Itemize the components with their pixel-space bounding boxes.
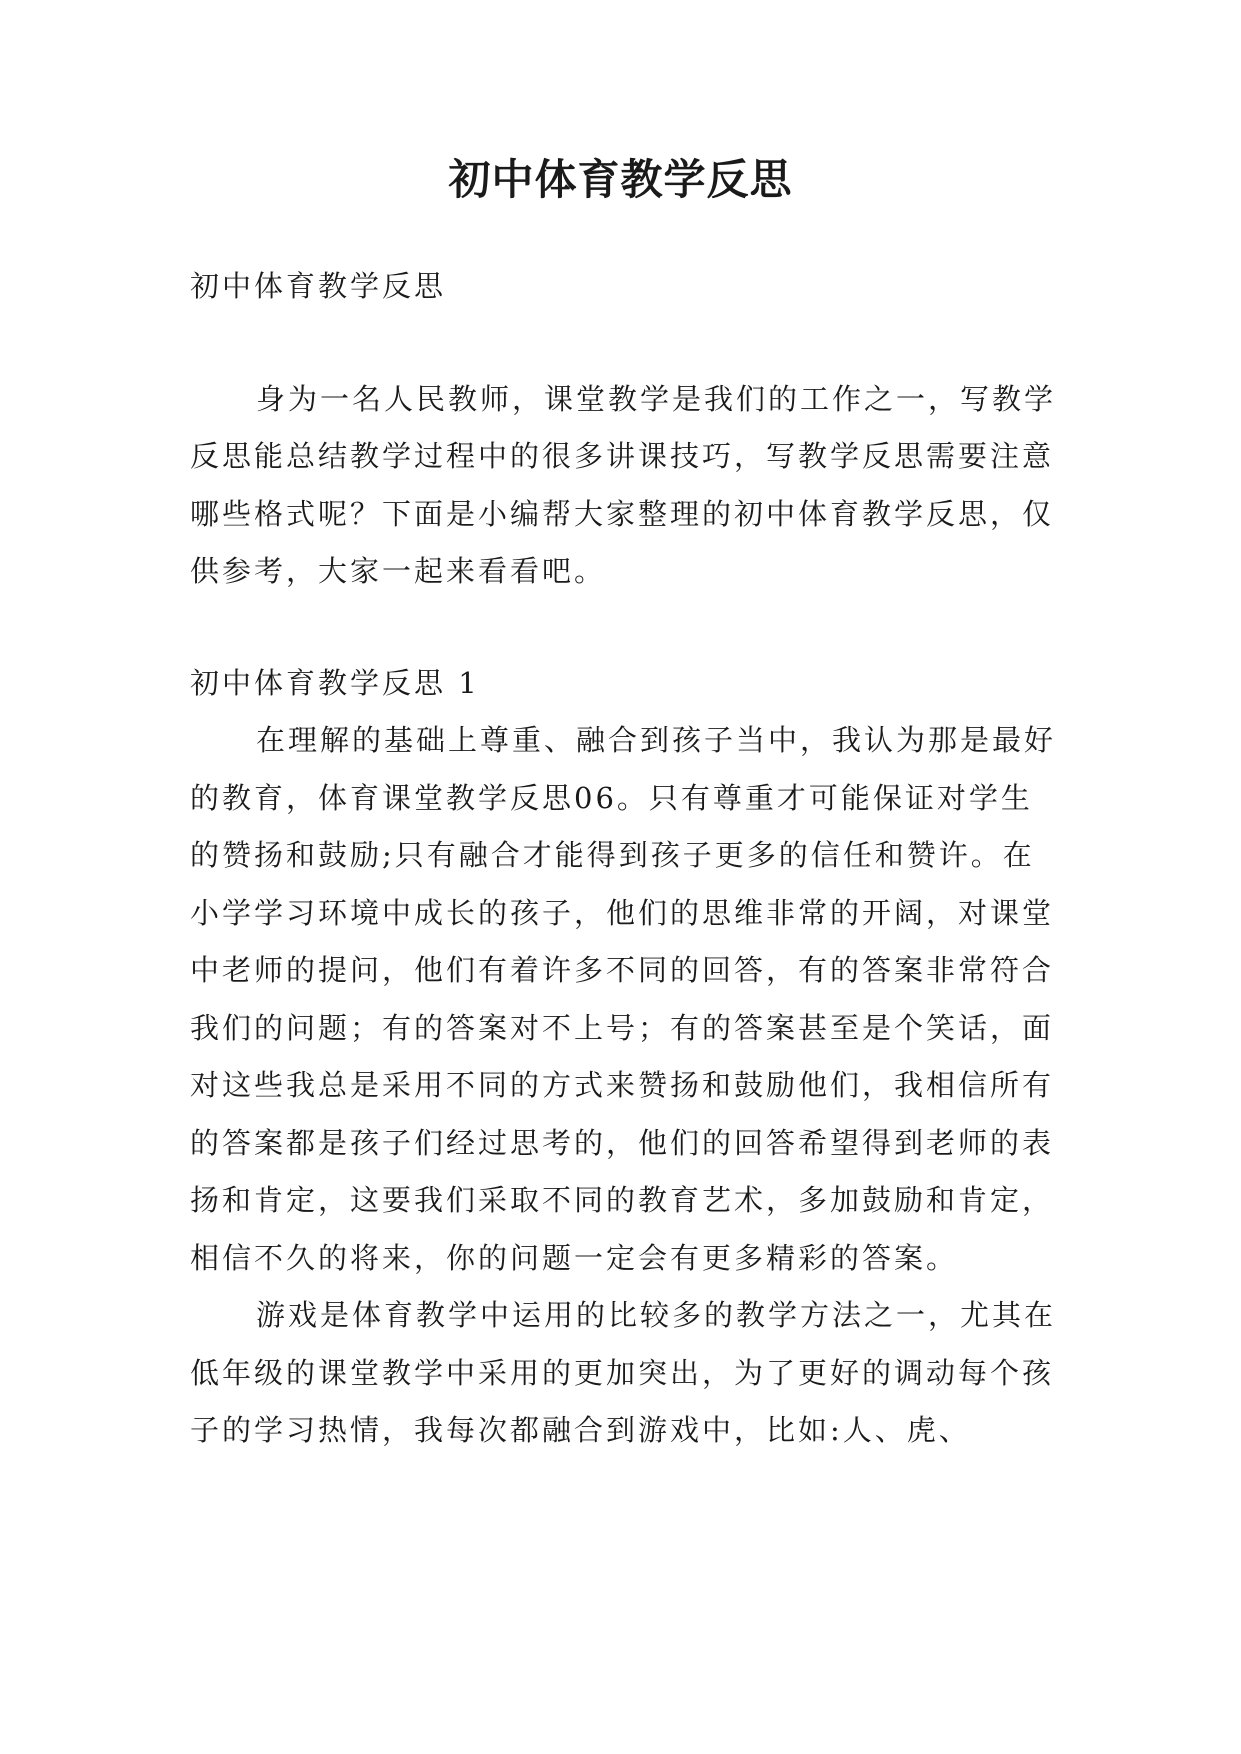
- section-heading: 初中体育教学反思 1: [190, 665, 480, 700]
- document-title: 初中体育教学反思: [448, 155, 793, 204]
- body-paragraph: 游戏是体育教学中运用的比较多的教学方法之一，尤其在低年级的课堂教学中采用的更加突出，为了更好的调动每个孩子的学习热情，我每次都融合到游戏中，比如:人、虎、: [190, 1298, 1057, 1447]
- document-subtitle: 初中体育教学反思: [190, 269, 447, 303]
- body-paragraph: 在理解的基础上尊重、融合到孩子当中，我认为那是最好的教育，体育课堂教学反思06。只有尊重才可能保证对学生的赞扬和鼓励;只有融合才能得到孩子更多的信任和赞许。在小学学习环境中成长的孩子，他们的思维非常的开阔，对课堂中老师的提问，他们有着许多不同的回答，有的答案非常符合我们的问题；有的答案对不上号；有的答案甚至是个笑话，面对这些我总是采用不同的方式来赞扬和鼓励他们，我相信所有的答案都是孩子们经过思考的，他们的回答希望得到老师的表扬和肯定，这要我们采取不同的教育艺术，多加鼓励和肯定，相信不久的将来，你的问题一定会有更多精彩的答案。: [190, 723, 1057, 1275]
- document-body: [190, 258, 1060, 1460]
- intro-paragraph: 身为一名人民教师，课堂教学是我们的工作之一，写教学反思能总结教学过程中的很多讲课技巧，写教学反思需要注意哪些格式呢？下面是小编帮大家整理的初中体育教学反思，仅供参考，大家一起来看看吧。: [190, 381, 1057, 588]
